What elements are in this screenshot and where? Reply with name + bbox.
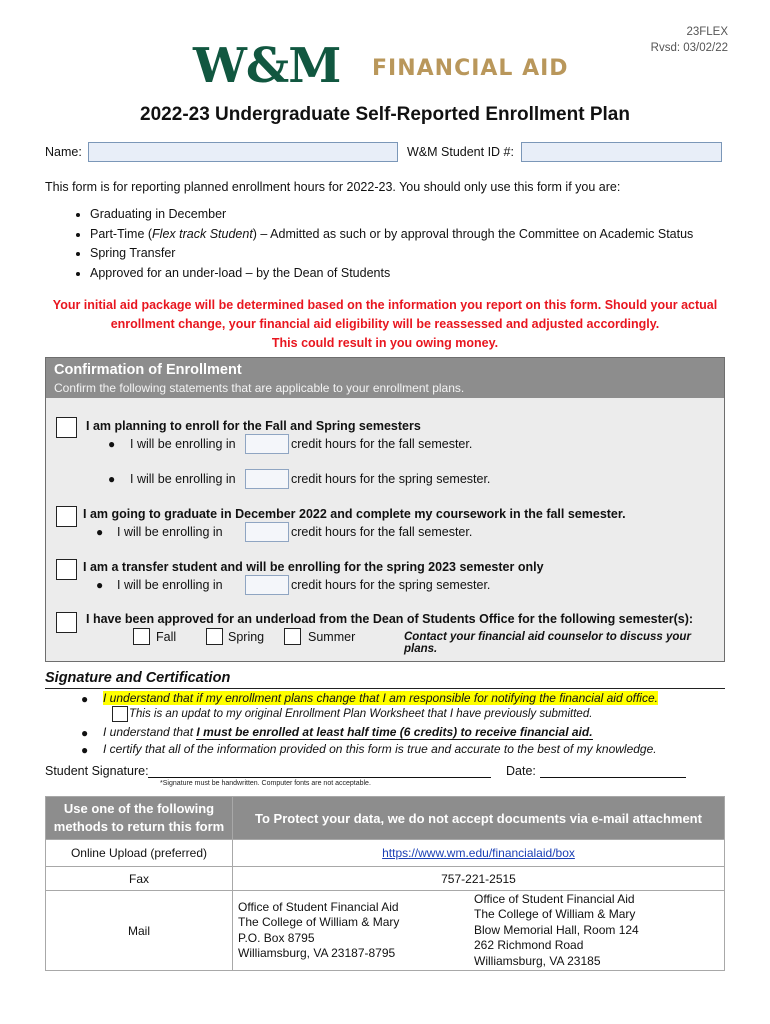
underload-checkbox[interactable] xyxy=(56,612,77,633)
statement-half-time xyxy=(103,725,593,739)
reason-part-time xyxy=(90,225,693,245)
name-label: Name: xyxy=(45,145,82,159)
fall-credit-hours-input[interactable] xyxy=(245,434,289,454)
email-warning-header: To Protect your data, we do not accept documents via e-mail attachment xyxy=(233,797,725,840)
fall-spring-checkbox[interactable] xyxy=(56,417,77,438)
bullet-icon: ● xyxy=(81,726,89,740)
address-line: Williamsburg, VA 23187-8795 xyxy=(238,946,396,960)
table-row xyxy=(46,840,725,867)
address-line: Office of Student Financial Aid xyxy=(238,899,399,914)
name-field[interactable] xyxy=(88,142,398,162)
bullet-icon: ● xyxy=(96,525,104,539)
fall-spring-label: I am planning to enroll for the Fall and Spring semesters xyxy=(86,419,421,433)
warning-line-2: enrollment change, your financial aid eligibility will be reassessed and adjusted accordingly. xyxy=(110,317,660,331)
table-row xyxy=(46,797,725,840)
reason-underload: • Approved for an under-load – by the Dean of Students xyxy=(90,264,693,284)
return-methods-header: Use one of the following methods to return this form xyxy=(46,797,233,840)
student-id-field[interactable] xyxy=(521,142,722,162)
online-upload-link[interactable]: https://www.wm.edu/financialaid/box xyxy=(382,846,575,860)
reason-spring-transfer: • Spring Transfer xyxy=(90,244,693,264)
fall-semester-label: Fall xyxy=(156,630,177,644)
student-signature-label: Student Signature: xyxy=(45,764,149,778)
address-line: P.O. Box 8795 xyxy=(238,930,315,945)
address-line: The College of William & Mary xyxy=(474,907,636,922)
address-line: Williamsburg, VA 23185 xyxy=(474,953,601,968)
table-row xyxy=(46,867,725,891)
fall-hours-label: credit hours for the fall semester. xyxy=(291,437,473,451)
enrolling-label: I will be enrolling in xyxy=(130,437,236,451)
address-line: Office of Student Financial Aid xyxy=(474,891,635,906)
bullet-icon: ● xyxy=(81,692,89,706)
grad-fall-credit-hours-input[interactable] xyxy=(245,522,289,542)
summer-semester-checkbox[interactable] xyxy=(284,628,301,645)
confirmation-subtitle: Confirm the following statements that are applicable to your enrollment plans. xyxy=(54,381,465,395)
transfer-spring-credit-hours-input[interactable] xyxy=(245,575,289,595)
spring-credit-hours-input[interactable] xyxy=(245,469,289,489)
bullet-icon: ● xyxy=(108,437,116,451)
confirmation-header xyxy=(46,358,724,398)
reason-part-time-c: ) – Admitted as such or by approval through the Committee on Academic Status xyxy=(252,226,694,241)
fax-number: 757-221-2515 xyxy=(233,867,725,891)
enrolling-label: I will be enrolling in xyxy=(130,472,236,486)
fall-semester-checkbox[interactable] xyxy=(133,628,150,645)
bullet-icon: ● xyxy=(81,743,89,757)
signature-divider xyxy=(45,688,725,689)
mail-label: Mail xyxy=(46,891,233,971)
table-row xyxy=(46,891,725,971)
contact-counselor-note: Contact your financial aid counselor to discuss your plans. xyxy=(404,631,691,655)
underload-label: I have been approved for an underload from the Dean of Students Office for the following semester(s): xyxy=(86,612,694,626)
fall-hours-label: credit hours for the fall semester. xyxy=(291,525,473,539)
warning-line-1: Your initial aid package will be determined based on the information you report on this form. Should your actual xyxy=(52,298,718,312)
online-upload-label: Online Upload (preferred) xyxy=(46,840,233,867)
form-id xyxy=(651,24,728,56)
address-line: Blow Memorial Hall, Room 124 xyxy=(474,922,639,937)
online-upload-cell xyxy=(233,840,725,867)
half-time-prefix: I understand that xyxy=(103,725,197,739)
revised-date: Rvsd: 03/02/22 xyxy=(650,42,728,54)
intro-text: This form is for reporting planned enrollment hours for 2022-23. You should only use this form if you are: xyxy=(45,180,621,194)
reason-list xyxy=(70,205,693,283)
statement-certify: I certify that all of the information provided on this form is true and accurate to the best of my knowledge. xyxy=(103,742,657,756)
reason-part-time-a: Part-Time ( xyxy=(90,226,153,241)
spring-semester-checkbox[interactable] xyxy=(206,628,223,645)
spring-hours-label: credit hours for the spring semester. xyxy=(291,472,491,486)
enrolling-label: I will be enrolling in xyxy=(117,525,223,539)
bullet-icon: ● xyxy=(96,578,104,592)
logo-financial-aid: FINANCIAL AID xyxy=(372,56,569,81)
date-label: Date: xyxy=(506,764,536,778)
reason-december: • Graduating in December xyxy=(90,205,693,225)
student-signature-line[interactable] xyxy=(148,776,491,778)
spring-semester-label: Spring xyxy=(228,630,265,644)
transfer-student-label: I am a transfer student and will be enrolling for the spring 2023 semester only xyxy=(83,560,544,574)
mail-address-street xyxy=(468,891,725,971)
warning-text xyxy=(40,296,730,353)
warning-line-3: This could result in you owing money. xyxy=(271,336,499,350)
bullet-icon: ● xyxy=(108,472,116,486)
reason-part-time-b: Flex track Student xyxy=(152,226,253,241)
address-line: 262 Richmond Road xyxy=(474,938,584,953)
confirmation-section xyxy=(45,357,725,662)
confirmation-title: Confirmation of Enrollment xyxy=(54,362,242,378)
address-line: The College of William & Mary xyxy=(238,915,400,929)
summer-semester-label: Summer xyxy=(308,630,356,644)
update-checkbox[interactable] xyxy=(112,706,128,722)
signature-note: *Signature must be handwritten. Computer fonts are not acceptable. xyxy=(160,780,371,787)
graduate-december-label: I am going to graduate in December 2022 and complete my coursework in the fall semester. xyxy=(83,507,626,521)
date-line[interactable] xyxy=(540,776,686,778)
graduate-december-checkbox[interactable] xyxy=(56,506,77,527)
logo-wm: W&M xyxy=(193,38,341,94)
spring-hours-label: credit hours for the spring semester. xyxy=(291,578,491,592)
form-code: 23FLEX xyxy=(686,26,728,38)
mail-address-box xyxy=(233,891,469,971)
half-time-requirement: I must be enrolled at least half time (6 credits) to receive financial aid. xyxy=(196,725,593,739)
student-id-label: W&M Student ID #: xyxy=(407,145,514,159)
signature-title: Signature and Certification xyxy=(45,670,231,686)
statement-notify: I understand that if my enrollment plans change that I am responsible for notifying the financial aid office. xyxy=(103,691,658,705)
transfer-student-checkbox[interactable] xyxy=(56,559,77,580)
enrolling-label: I will be enrolling in xyxy=(117,578,223,592)
fax-label: Fax xyxy=(46,867,233,891)
return-methods-table xyxy=(45,796,725,971)
page-title: 2022-23 Undergraduate Self-Reported Enrollment Plan xyxy=(140,104,630,125)
update-statement: This is an updat to my original Enrollment Plan Worksheet that I have previously submitted. xyxy=(129,708,593,720)
